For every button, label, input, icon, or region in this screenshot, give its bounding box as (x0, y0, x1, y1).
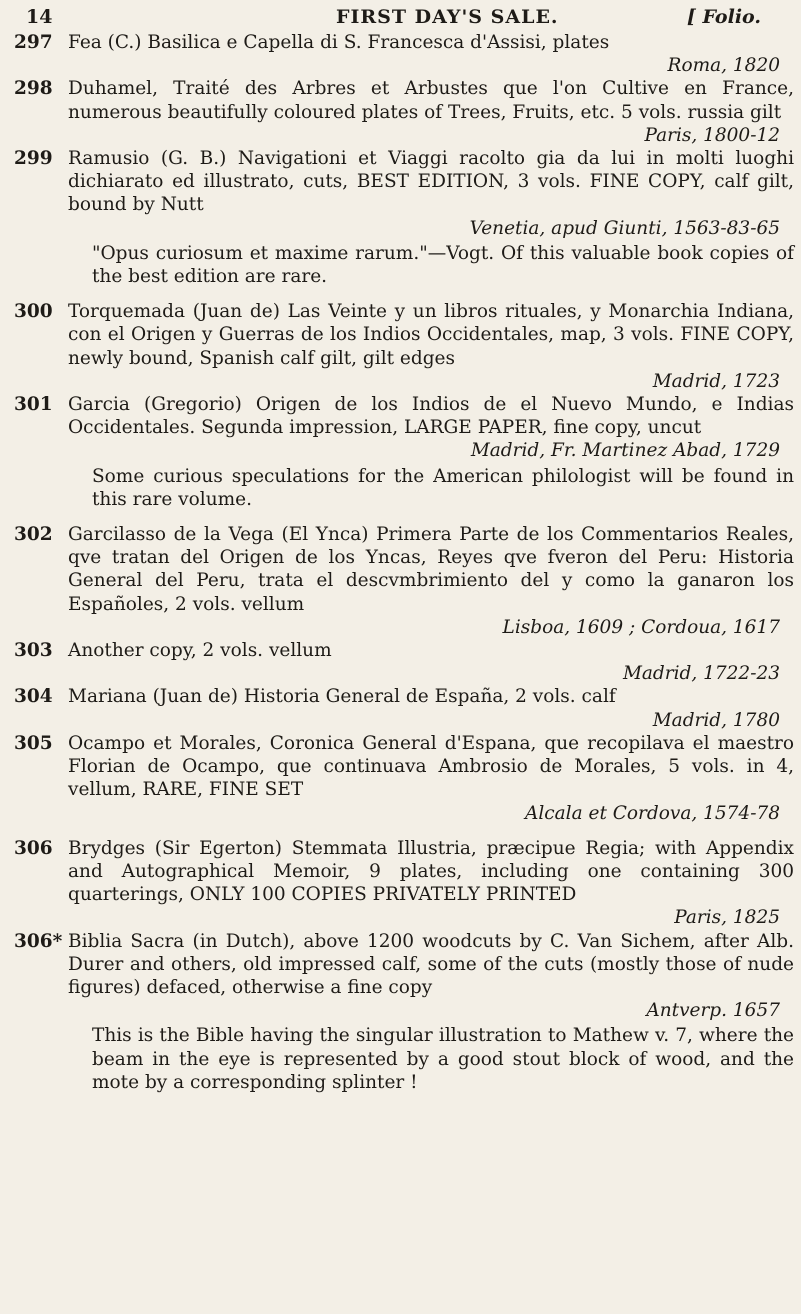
folio-label: [ Folio. (686, 6, 761, 28)
lot-description: Ramusio (G. B.) Navigationi et Viaggi racolto gia da lui in molti luoghi dichiarato ed illustrato, cuts, BEST EDITION, 3 vols. FINE COPY, calf gilt, bound by Nutt (68, 148, 794, 216)
lot-description: Garcia (Gregorio) Origen de los Indios de el Nuevo Mundo, e Indias Occidentales. Segunda impression, LARGE PAPER, fine copy, uncut (68, 394, 794, 439)
lot-entry (14, 147, 794, 288)
lot-number: 306 (14, 837, 53, 859)
lot-entry (14, 732, 794, 825)
lot-imprint: Alcala et Cordova, 1574-78 (525, 802, 780, 824)
running-title: FIRST DAY'S SALE. (336, 6, 559, 28)
lot-imprint: Madrid, 1722-23 (622, 663, 780, 685)
lot-number: 303 (14, 640, 53, 662)
lot-description: Garcilasso de la Vega (El Ynca) Primera Parte de los Commentarios Reales, qve tratan del Origen de los Yncas, Reyes qve fveron del Peru: Historia General del Peru, trata el descvmbrimiento del y como la ganaron los Españoles, 2 vols. vellum (68, 524, 794, 615)
lot-number: 301 (14, 394, 53, 416)
lot-description: Brydges (Sir Egerton) Stemmata Illustria, præcipue Regia; with Appendix and Autographical Memoir, 9 plates, including one containing 300 quarterings, ONLY 100 COPIES PRIVATELY PRINTED (68, 837, 794, 906)
lot-entry (14, 523, 794, 639)
lot-entry (14, 685, 794, 731)
lot-note: "Opus curiosum et maxime rarum."—Vogt. Of this valuable book copies of the best edition are rare. (92, 242, 794, 288)
lot-number: 304 (14, 686, 53, 708)
lot-description: Ocampo et Morales, Coronica General d'Espana, que recopilava el maestro Florian de Ocampo, que continuava Ambrosio de Morales, 5 vols. in 4, vellum, RARE, FINE SET (68, 732, 794, 801)
lot-description: Torquemada (Juan de) Las Veinte y un libros rituales, y Monarchia Indiana, con el Origen y Guerras de los Indios Occidentales, map, 3 vols. FINE COPY, newly bound, Spanish calf gilt, gilt edges (68, 301, 794, 369)
lot-imprint: Venetia, apud Giunti, 1563-83-65 (469, 217, 780, 239)
lot-imprint: Madrid, Fr. Martinez Abad, 1729 (470, 440, 780, 462)
lot-imprint: Lisboa, 1609 ; Cordoua, 1617 (502, 616, 780, 638)
lot-description: Fea (C.) Basilica e Capella di S. Francesca d'Assisi, plates (68, 32, 610, 53)
lot-imprint: Madrid, 1780 (652, 709, 780, 731)
lot-number: 305 (14, 732, 53, 754)
lot-number: 302 (14, 524, 53, 546)
page-header (26, 6, 761, 32)
page-number: 14 (26, 6, 53, 28)
lot-description: Mariana (Juan de) Historia General de España, 2 vols. calf (68, 686, 616, 708)
lot-entry (14, 300, 794, 393)
lot-entry (14, 31, 794, 77)
lot-number: 298 (14, 78, 53, 100)
lot-imprint: Paris, 1800-12 (644, 124, 780, 146)
lot-imprint: Antverp. 1657 (646, 1000, 780, 1022)
lot-note: This is the Bible having the singular illustration to Mathew v. 7, where the beam in the eye is represented by a good stout block of wood, and the mote by a corresponding splinter ! (92, 1025, 794, 1093)
lot-imprint: Madrid, 1723 (652, 370, 780, 392)
lot-imprint: Roma, 1820 (667, 55, 780, 77)
lot-number: 306* (14, 930, 63, 952)
lot-entry (14, 77, 794, 147)
lot-description: Duhamel, Traité des Arbres et Arbustes que l'on Cultive en France, numerous beautifully coloured plates of Trees, Fruits, etc. 5 vols. russia gilt (68, 78, 794, 123)
lot-number: 300 (14, 301, 53, 323)
lot-description: Another copy, 2 vols. vellum (68, 640, 332, 662)
lot-description: Biblia Sacra (in Dutch), above 1200 woodcuts by C. Van Sichem, after Alb. Durer and others, old impressed calf, some of the cuts (mostly those of nude figures) defaced, otherwise a fine copy (68, 930, 794, 998)
lot-note: Some curious speculations for the American philologist will be found in this rare volume. (92, 465, 794, 510)
lot-imprint: Paris, 1825 (674, 907, 780, 929)
lot-list (14, 31, 794, 1094)
lot-number: 297 (14, 32, 53, 53)
lot-entry (14, 930, 794, 1094)
lot-number: 299 (14, 148, 53, 170)
lot-entry (14, 837, 794, 930)
lot-entry (14, 393, 794, 511)
lot-entry (14, 639, 794, 685)
